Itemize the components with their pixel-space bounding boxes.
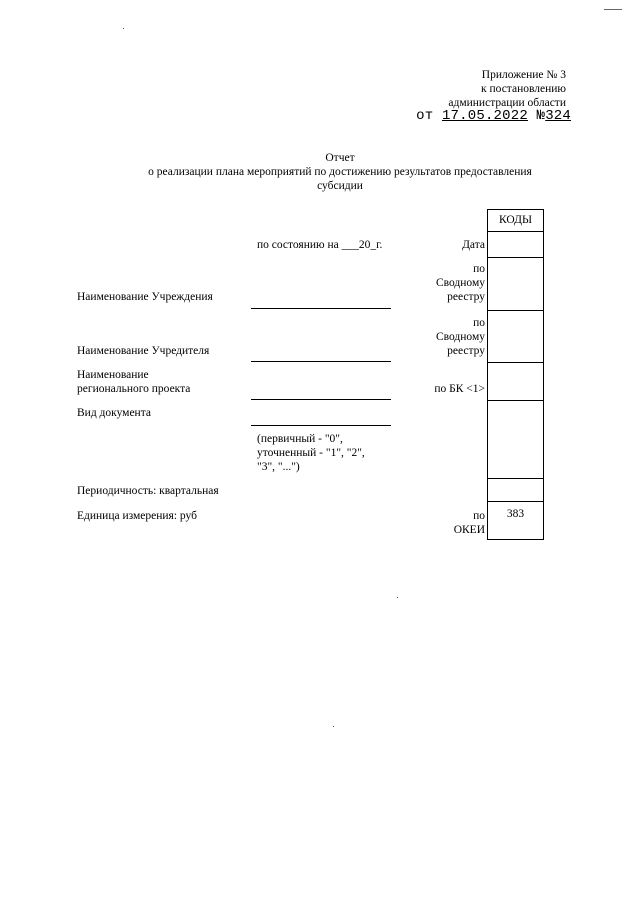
institution-underline bbox=[251, 308, 391, 309]
title-line-1: Отчет bbox=[325, 152, 355, 164]
appendix-line-3: администрации области bbox=[448, 97, 566, 109]
project-label bbox=[77, 368, 190, 396]
codes-periodicity-cell bbox=[488, 479, 543, 502]
unit-label: Единица измерения: руб bbox=[77, 510, 197, 522]
bk-code-label: по БК <1> bbox=[434, 383, 485, 395]
project-label-line-2: регионального проекта bbox=[77, 383, 191, 395]
doc-type-hint bbox=[257, 432, 365, 474]
founder-label: Наименование Учредителя bbox=[77, 345, 210, 357]
registry-label-line-3: реестру bbox=[447, 345, 485, 357]
appendix-line-2: к постановлению bbox=[481, 83, 566, 95]
codes-okei-cell: 383 bbox=[506, 508, 525, 520]
founder-underline bbox=[251, 361, 391, 362]
okei-label-line-2: ОКЕИ bbox=[453, 524, 485, 536]
project-underline bbox=[251, 399, 391, 400]
codes-header: КОДЫ bbox=[488, 210, 543, 232]
scan-speck bbox=[123, 28, 124, 29]
registry-label-line-2: Сводному bbox=[435, 277, 485, 289]
doc-type-hint-line-2: уточненный - "1", "2", bbox=[257, 447, 365, 459]
periodicity-label: Периодичность: квартальная bbox=[77, 485, 219, 497]
order-date: 17.05.2022 bbox=[441, 108, 528, 124]
title-line-2: о реализации плана мероприятий по достижению результатов предоставления bbox=[148, 166, 532, 178]
scan-mark bbox=[604, 9, 622, 10]
okei-code-label bbox=[454, 509, 485, 537]
title-line-3: субсидии bbox=[317, 180, 363, 192]
registry-label-line-2: Сводному bbox=[435, 331, 485, 343]
institution-registry-label bbox=[436, 262, 485, 304]
registry-label-line-3: реестру bbox=[447, 291, 485, 303]
order-reference bbox=[416, 108, 571, 124]
codes-founder-registry-cell bbox=[488, 311, 543, 363]
doc-type-underline bbox=[251, 425, 391, 426]
scan-speck bbox=[333, 726, 334, 727]
founder-registry-label bbox=[436, 316, 485, 358]
doc-type-hint-line-1: (первичный - "0", bbox=[257, 433, 343, 445]
registry-label-line-1: по bbox=[473, 263, 485, 275]
okei-label-line-1: по bbox=[473, 510, 485, 522]
appendix-header bbox=[448, 68, 566, 110]
codes-doc-type-cell bbox=[488, 401, 543, 479]
codes-bk-cell bbox=[488, 363, 543, 401]
order-prefix: от bbox=[416, 108, 434, 124]
as-of-date-field: по состоянию на ___20_г. bbox=[257, 239, 383, 251]
institution-label: Наименование Учреждения bbox=[77, 291, 213, 303]
project-label-line-1: Наименование bbox=[77, 369, 149, 381]
appendix-number: Приложение № 3 bbox=[481, 69, 566, 81]
report-title bbox=[0, 151, 640, 193]
codes-institution-registry-cell bbox=[488, 258, 543, 311]
date-code-label: Дата bbox=[462, 239, 485, 251]
order-number: 324 bbox=[545, 108, 571, 124]
codes-column bbox=[487, 209, 544, 540]
order-number-sign: № bbox=[536, 108, 546, 124]
doc-type-hint-line-3: "3", "...") bbox=[257, 461, 300, 473]
codes-date-cell bbox=[488, 232, 543, 258]
scan-speck bbox=[397, 597, 398, 598]
registry-label-line-1: по bbox=[473, 317, 485, 329]
doc-type-label: Вид документа bbox=[77, 407, 151, 419]
